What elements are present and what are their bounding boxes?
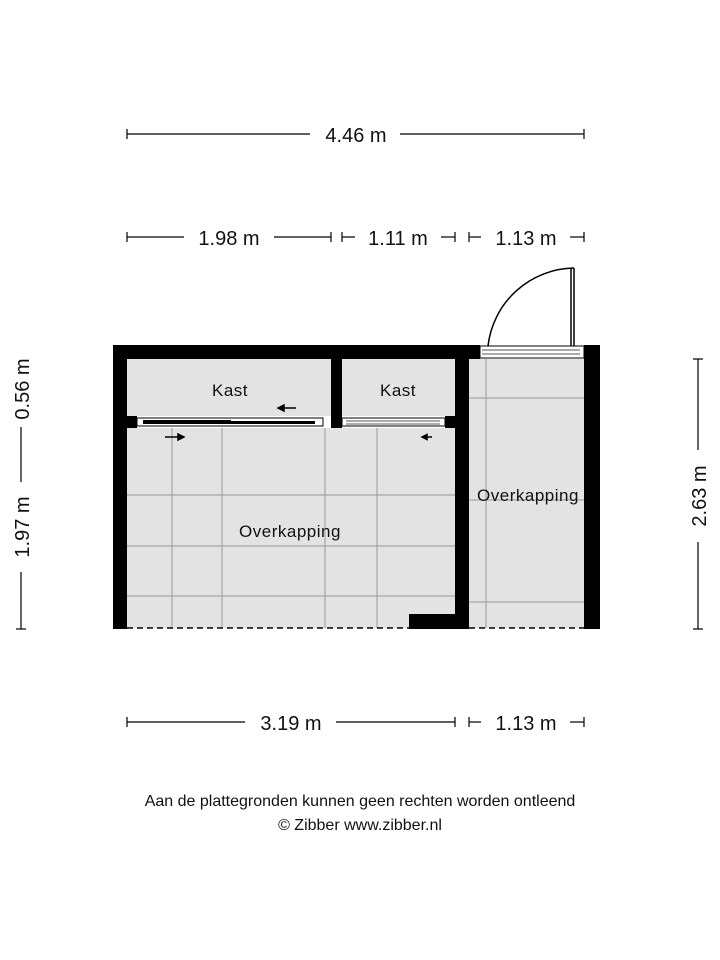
dim-bottom-left: 3.19 m <box>260 713 322 735</box>
wall-left <box>113 345 127 629</box>
dim-top-middle: 1.11 m <box>368 228 428 250</box>
sliding-door-left <box>137 418 323 426</box>
dim-total-width: 4.46 m <box>325 125 387 147</box>
footer-credit: © Zibber www.zibber.nl <box>278 817 442 834</box>
dim-top-right: 1.13 m <box>495 228 557 250</box>
dim-bottom-right: 1.13 m <box>495 713 557 735</box>
dim-left-lower: 1.97 m <box>12 496 34 558</box>
wall-kast-divider <box>331 359 342 428</box>
room-label-overkapping-side: Overkapping <box>477 486 579 505</box>
wall-middle <box>455 345 469 629</box>
sliding-door-right <box>342 418 445 426</box>
dim-right: 2.63 m <box>689 465 711 527</box>
room-label-kast-1: Kast <box>211 381 249 400</box>
wall-stub-bottom <box>409 614 469 629</box>
room-label-kast-2: Kast <box>379 381 417 400</box>
door-swing <box>488 268 574 346</box>
dim-top-left: 1.98 m <box>198 228 260 250</box>
wall-kast-bottom-left <box>127 416 137 428</box>
footer-disclaimer: Aan de plattegronden kunnen geen rechten worden ontleend <box>144 793 576 810</box>
wall-right <box>584 345 600 629</box>
dim-left-upper: 0.56 m <box>12 358 34 420</box>
room-label-overkapping-main: Overkapping <box>239 522 341 541</box>
wall-kast-bottom-right <box>445 416 455 428</box>
wall-top-main <box>113 345 480 359</box>
door-threshold <box>480 346 584 358</box>
